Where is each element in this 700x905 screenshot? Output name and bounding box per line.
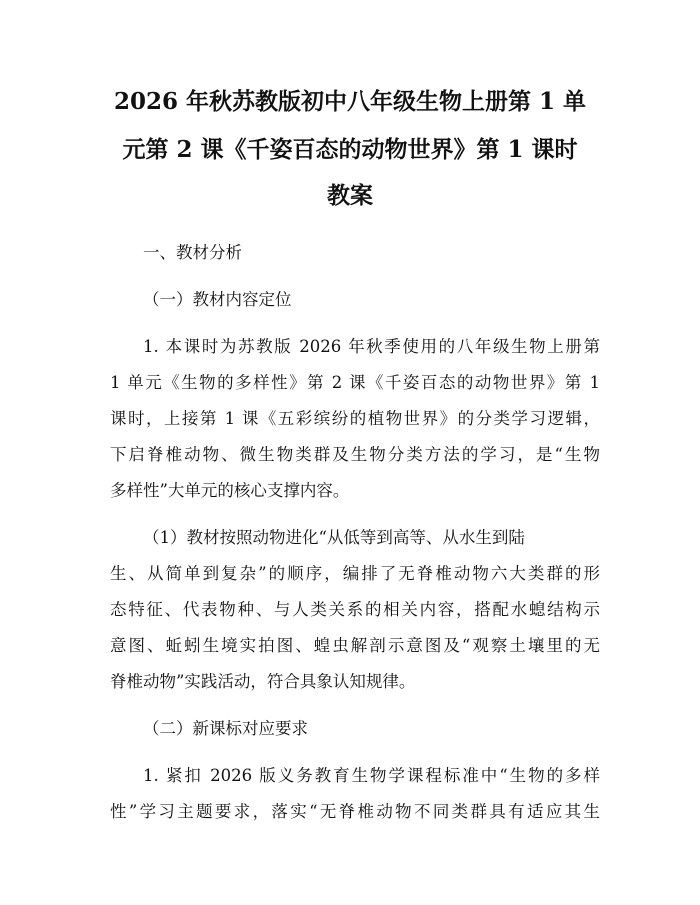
paragraph-1-line-3: 课时，上接第 1 课《五彩缤纷的植物世界》的分类学习逻辑， (110, 409, 600, 428)
subsection-heading-2: （二）新课标对应要求 (143, 719, 308, 738)
section-heading-1: 一、教材分析 (143, 243, 242, 262)
title-line-3: 教案 (327, 182, 373, 209)
paragraph-1-line-1: 1. 本课时为苏教版 2026 年秋季使用的八年级生物上册第 (143, 337, 600, 356)
paragraph-2-line-3: 态特征、代表物种、与人类关系的相关内容，搭配水螅结构示 (110, 600, 600, 619)
paragraph-2-line-4: 意图、蚯蚓生境实拍图、蝗虫解剖示意图及“观察土壤里的无 (110, 636, 600, 655)
subsection-heading-1: （一）教材内容定位 (143, 290, 292, 309)
paragraph-2-line-2: 生、从简单到复杂”的顺序，编排了无脊椎动物六大类群的形 (110, 564, 600, 583)
title-line-2: 元第 2 课《千姿百态的动物世界》第 1 课时 (122, 136, 578, 163)
paragraph-3-line-2: 性”学习主题要求，落实“无脊椎动物不同类群具有适应其生 (110, 802, 600, 821)
paragraph-1-line-5: 多样性”大单元的核心支撑内容。 (110, 481, 350, 500)
paragraph-2-line-1: （1）教材按照动物进化“从低等到高等、从水生到陆 (143, 528, 525, 547)
paragraph-2-line-5: 脊椎动物”实践活动，符合具象认知规律。 (110, 672, 416, 691)
paragraph-1-line-4: 下启脊椎动物、微生物类群及生物分类方法的学习，是“生物 (110, 445, 600, 464)
title-line-1: 2026 年秋苏教版初中八年级生物上册第 1 单 (113, 88, 587, 115)
paragraph-3-line-1: 1. 紧扣 2026 版义务教育生物学课程标准中“生物的多样 (143, 766, 600, 785)
paragraph-1-line-2: 1 单元《生物的多样性》第 2 课《千姿百态的动物世界》第 1 (110, 373, 600, 392)
